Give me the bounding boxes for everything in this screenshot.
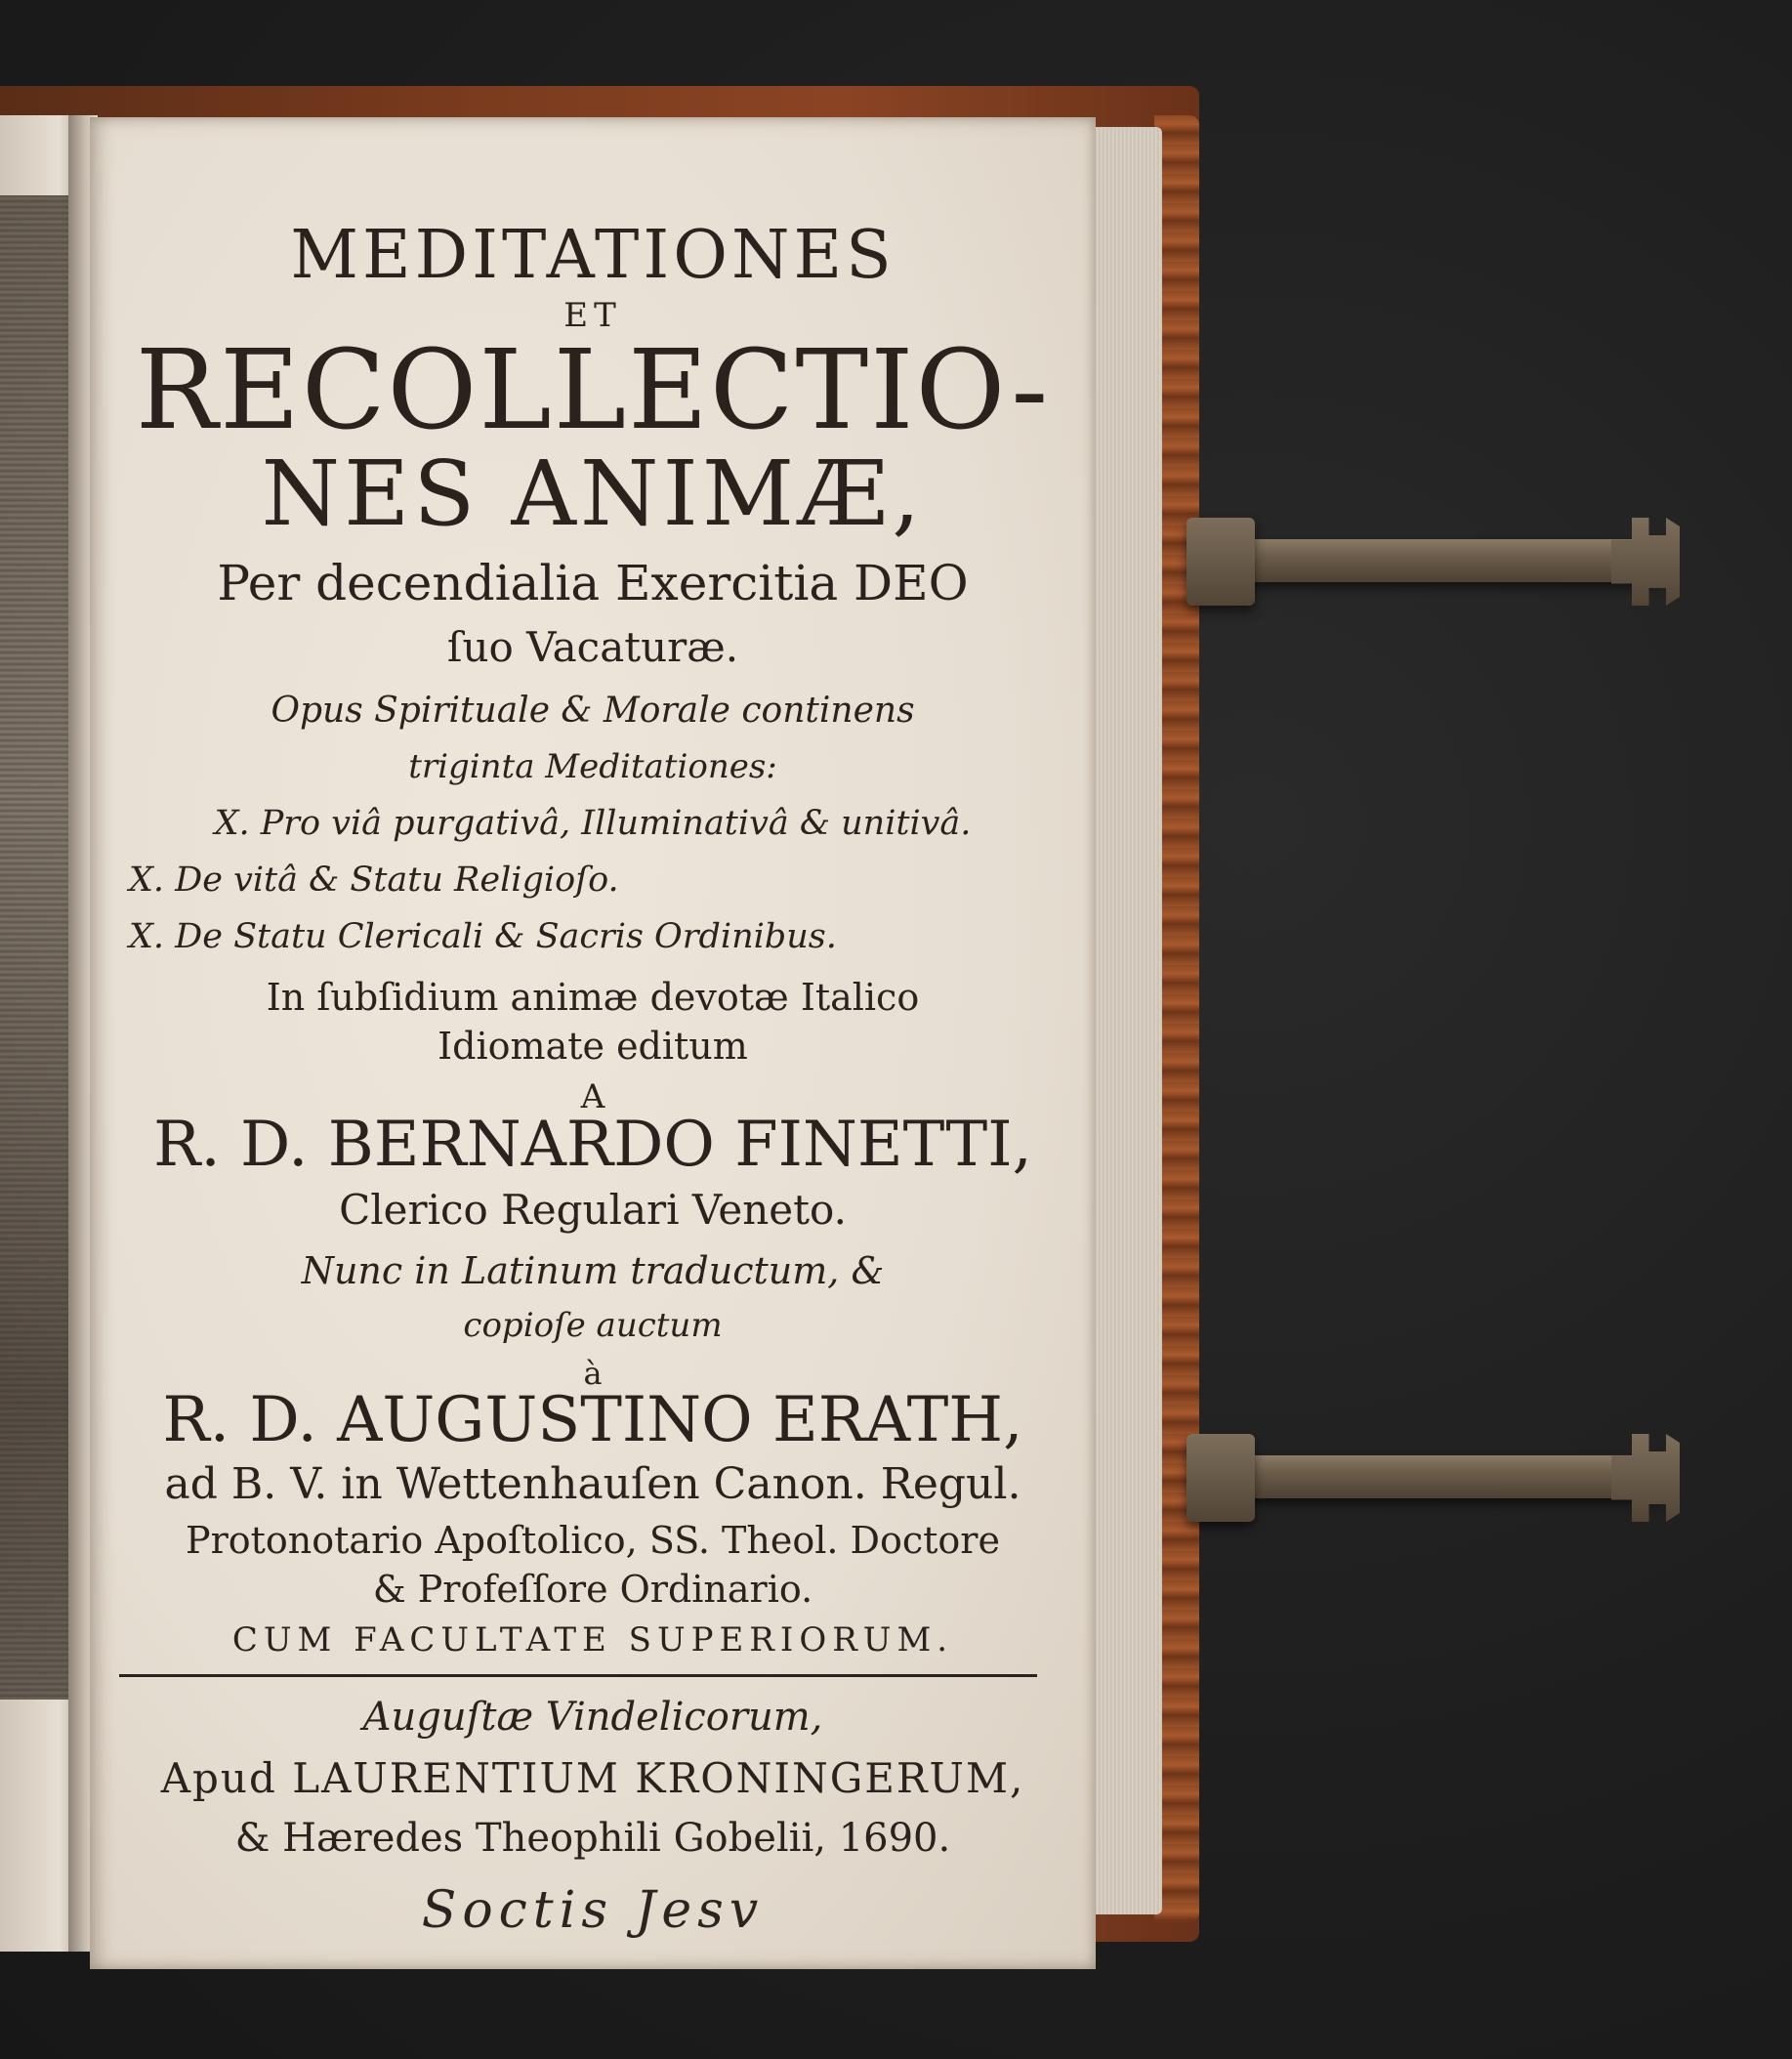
author-finetti: R. D. BERNARDO FINETTI, — [153, 1109, 1032, 1181]
subsidium-line-2: Idiomate editum — [438, 1025, 748, 1068]
translator-line-2: Protonotario Apoſtolico, SS. Theol. Doctore — [186, 1519, 1000, 1562]
handwritten-ownership-note: Soctis Jesv — [421, 1881, 765, 1940]
imprint-rule — [119, 1674, 1037, 1677]
translator-line-3: & Profeſſore Ordinario. — [372, 1568, 813, 1611]
lower-clasp-hinge — [1187, 1434, 1255, 1522]
approbation-line: CUM FACULTATE SUPERIORUM. — [231, 1620, 954, 1660]
imprint-place: Auguſtæ Vindelicorum, — [362, 1695, 823, 1740]
contents-line-3: X. De Statu Clericali & Sacris Ordinibus. — [129, 917, 837, 956]
translation-line-2: copioſe auctum — [463, 1306, 723, 1345]
translator-line-1: ad B. V. in Wettenhauſen Canon. Regul. — [164, 1459, 1021, 1509]
translation-line-1: Nunc in Latinum traductum, & — [301, 1249, 885, 1292]
contents-line-2: X. De vitâ & Statu Religioſo. — [129, 861, 619, 900]
subtitle-line-1: Per decendialia Exercitia DEO — [217, 555, 969, 611]
author-finetti-title: Clerico Regulari Veneto. — [339, 1186, 847, 1234]
subsidium-line-1: In ſubſidium animæ devotæ Italico — [266, 976, 920, 1019]
imprint-printer: Apud LAURENTIUM KRONINGERUM, — [160, 1754, 1025, 1802]
subtitle-line-3: Opus Spirituale & Morale continens — [271, 691, 915, 731]
imprint-heirs-date: & Hæredes Theophili Gobelii, 1690. — [234, 1816, 951, 1861]
lower-clasp — [1221, 1455, 1660, 1498]
author-preposition-a: A — [580, 1077, 605, 1116]
title-line-recollectio: RECOLLECTIO- — [135, 327, 1051, 454]
title-line-et: ET — [563, 296, 622, 335]
title-line-nes-animae: NES ANIMÆ, — [261, 441, 925, 546]
title-page — [90, 117, 1096, 1969]
frontispiece-engraving — [0, 195, 71, 1700]
subtitle-line-4: triginta Meditationes: — [408, 747, 777, 786]
upper-clasp-hinge — [1187, 518, 1255, 606]
page-edges — [1094, 127, 1162, 1914]
subtitle-line-2: ſuo Vacaturæ. — [446, 623, 739, 671]
translator-preposition: à — [583, 1355, 603, 1392]
translator-erath: R. D. AUGUSTINO ERATH, — [162, 1384, 1023, 1456]
contents-line-1: X. Pro viâ purgativâ, Illuminativâ & unitivâ. — [214, 804, 972, 843]
title-line-meditationes: MEDITATIONES — [290, 217, 896, 294]
upper-clasp — [1221, 539, 1660, 582]
title-page-text — [90, 117, 1096, 1969]
